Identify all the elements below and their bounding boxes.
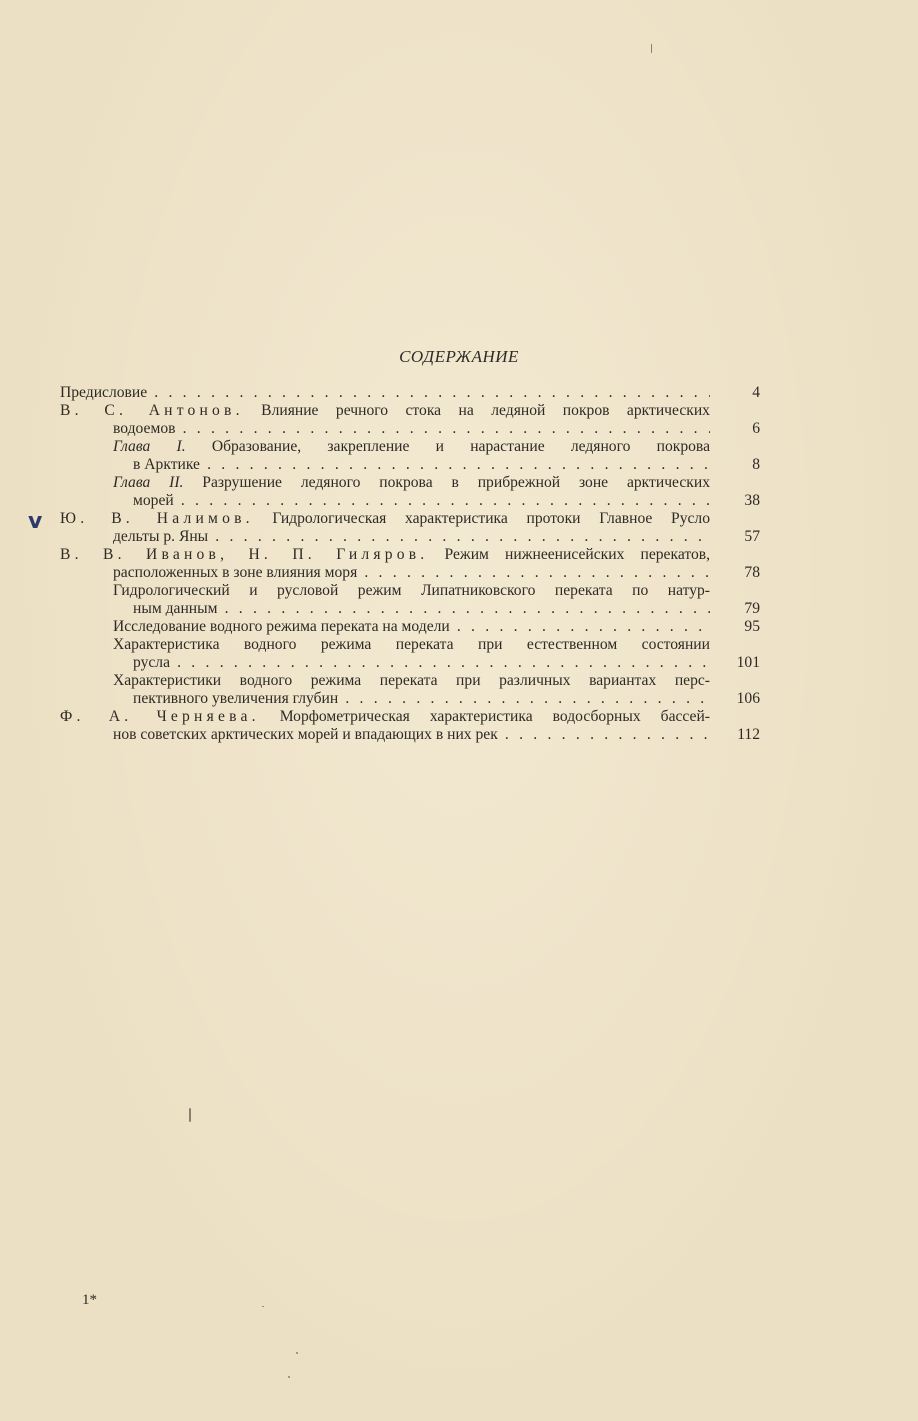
toc-entry-title-line: В. С. Антонов. Влияние речного стока на ледяной покров арктических <box>60 402 710 419</box>
toc-entry-title-line: Характеристика водного режима переката при естественном состоянии <box>113 636 710 653</box>
toc-page-number: 95 <box>744 618 760 635</box>
paper-speck <box>651 44 652 53</box>
toc-entry-chernyaeva[interactable] <box>60 708 760 744</box>
toc-entry-nalimov[interactable] <box>60 510 760 546</box>
toc-entry-chapter-2[interactable] <box>60 474 760 510</box>
handwritten-check-mark: v <box>28 509 43 534</box>
toc-entry-title-line: расположенных в зоне влияния моря . . . <box>60 564 710 582</box>
toc-entry-title-line: морей . . . <box>113 492 710 510</box>
toc-page-number: 4 <box>752 384 760 401</box>
toc-page-number: 57 <box>744 528 760 545</box>
toc-entry-title-line: нов советских арктических морей и впадающих в них рек . . . <box>60 726 710 744</box>
toc-entry-natural-state[interactable] <box>60 636 760 672</box>
toc-page-number: 79 <box>744 600 760 617</box>
toc-entry-lipatnikovsky[interactable] <box>60 582 760 618</box>
toc-chapter-label: Глава II. <box>113 474 184 491</box>
toc-entry-ivanov-gilyarov[interactable] <box>60 546 760 582</box>
toc-entry-antonov[interactable] <box>60 402 760 438</box>
toc-entry-title-line: русла . . . <box>113 654 710 672</box>
toc-entry-title-line: Глава II. Разрушение ледяного покрова в прибрежной зоне арктических <box>113 474 710 491</box>
toc-entry-title-line: Глава I. Образование, закрепление и нарастание ледяного покрова <box>113 438 710 455</box>
toc-entry-title-line: В. В. Иванов, Н. П. Гиляров. Режим нижнеенисейских перекатов, <box>60 546 710 563</box>
paper-speck <box>296 1352 298 1354</box>
paper-speck <box>189 1108 191 1122</box>
toc-author: Ю. В. Налимов. <box>60 510 254 527</box>
toc-entry-title-line: ным данным . . . <box>113 600 710 618</box>
toc-entry-title-line: дельты р. Яны . . . <box>60 528 710 546</box>
paper-speck <box>262 1306 264 1307</box>
toc-page-number: 6 <box>752 420 760 437</box>
toc-entry-title-line: Гидрологический и русловой режим Липатниковского переката по натур- <box>113 582 710 599</box>
toc-page-number: 101 <box>736 654 760 671</box>
toc-entry-title-line: Характеристики водного режима переката при различных вариантах перс- <box>113 672 710 689</box>
toc-entry-depth-variants[interactable] <box>60 672 760 708</box>
toc-entry-title-line: Исследование водного режима переката на модели . . . <box>113 618 710 636</box>
toc-entry-title-line: Ю. В. Налимов. Гидрологическая характеристика протоки Главное Русло <box>60 510 710 527</box>
toc-chapter-label: Глава I. <box>113 438 186 455</box>
toc-author: В. В. Иванов, Н. П. Гиляров. <box>60 546 429 563</box>
toc-page-number: 112 <box>737 726 760 743</box>
toc-entry-title-line: Ф. А. Черняева. Морфометрическая характеристика водосборных бассей- <box>60 708 710 725</box>
toc-page-number: 38 <box>744 492 760 509</box>
toc-entry-title: Предисловие . . . <box>60 384 710 402</box>
paper-speck <box>288 1376 290 1378</box>
toc-entry-preface[interactable] <box>60 384 760 402</box>
toc-page-number: 8 <box>752 456 760 473</box>
toc-entry-title-line: пективного увеличения глубин . . . <box>113 690 710 708</box>
toc-heading: СОДЕРЖАНИЕ <box>399 347 519 366</box>
toc-author: Ф. А. Черняева. <box>60 708 260 725</box>
table-of-contents <box>60 384 760 744</box>
toc-author: В. С. Антонов. <box>60 402 244 419</box>
toc-entry-model-study[interactable] <box>60 618 760 636</box>
signature-mark: 1* <box>82 1292 97 1308</box>
toc-page-number: 78 <box>744 564 760 581</box>
toc-entry-title-line: в Арктике . . . <box>113 456 710 474</box>
toc-entry-chapter-1[interactable] <box>60 438 760 474</box>
toc-page-number: 106 <box>736 690 760 707</box>
toc-entry-title-line: водоемов . . . <box>60 420 710 438</box>
